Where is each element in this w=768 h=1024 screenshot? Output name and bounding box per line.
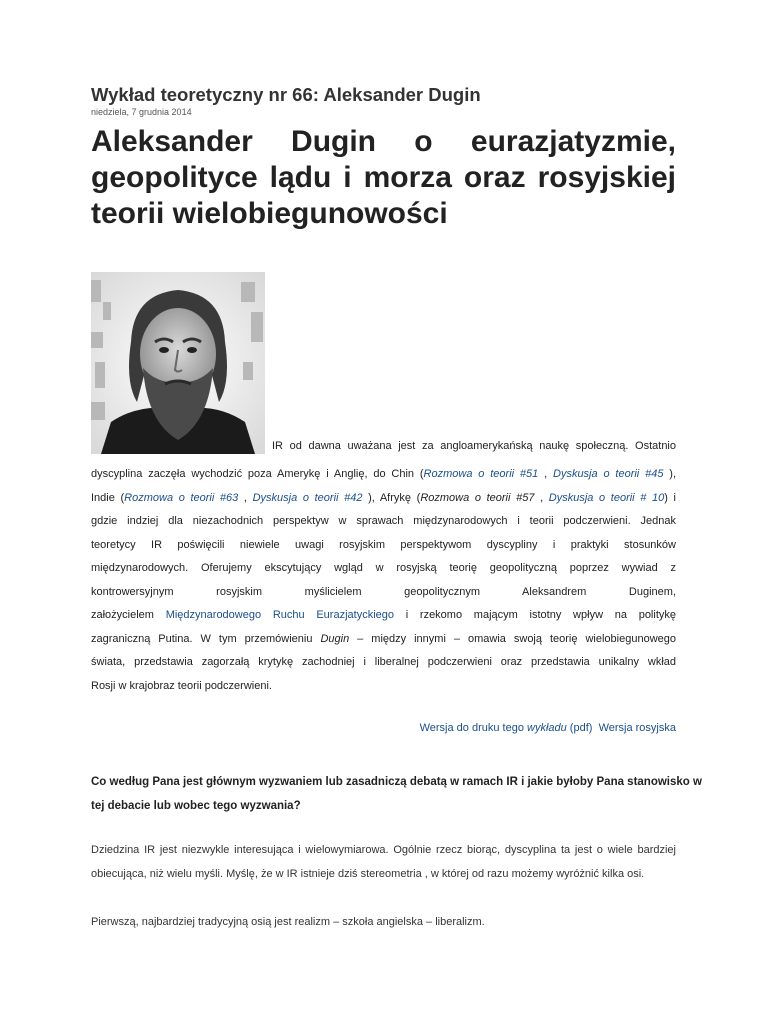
answer-paragraph-1: Dziedzina IR jest niezwykle interesująca i wielowymiarowa. Ogólnie rzecz biorąc, dyscyplina ta jest o wiele bardziej obiecująca, niż wielu myśli. Myślę, że w IR istnieje dziś stereometria , w której od razu możemy wyróżnić kilka osi. <box>91 844 676 880</box>
link-discussion-42[interactable]: Dyskusja o teorii #42 <box>252 492 363 504</box>
headline-line-2: geopolityce lądu i morza oraz rosyjskiej <box>91 161 676 194</box>
article-headline <box>91 124 676 232</box>
print-version-link[interactable]: Wersja do druku tego wykładu (pdf) <box>419 722 593 734</box>
headline-line-1: Aleksander Dugin o eurazjatyzmie, <box>91 125 676 158</box>
post-date: niedziela, 7 grudnia 2014 <box>91 107 192 117</box>
intro-line: IR od dawna uważana jest za angloamerykańską naukę społeczną. Ostatnio <box>272 440 676 452</box>
intro-line: Rosji w krajobraz teorii podczerwieni. <box>91 680 272 692</box>
link-theory-talk-51[interactable]: Rozmowa o teorii #51 <box>423 468 539 480</box>
intro-line: Indie (Rozmowa o teorii #63 , Dyskusja o teorii #42 ), Afrykę (Rozmowa o teorii #57 , Dyskusja o teorii # 10) i <box>91 492 676 504</box>
blog-post-title[interactable]: Wykład teoretyczny nr 66: Aleksander Dugin <box>91 84 481 105</box>
russian-version-link[interactable]: Wersja rosyjska <box>598 722 676 734</box>
intro-line: gdzie indziej dla niezachodnich perspektyw w sprawach międzynarodowych i teorii podczerwieni. Jednak <box>91 515 676 527</box>
portrait-image <box>91 272 265 454</box>
theory-talk-57-text: Rozmowa o teorii #57 <box>420 492 535 504</box>
intro-line: zagraniczną Putina. W tym przemówieniu Dugin – między innymi – omawia swoją teorię wielobiegunowego <box>91 633 676 645</box>
interview-question <box>91 770 702 818</box>
intro-line: założycielem Międzynarodowego Ruchu Eurazjatyckiego i rzekomo mającym istotny wpływ na politykę <box>91 609 676 621</box>
intro-line: teoretycy IR poświęcili niewiele uwagi rosyjskim perspektywom dyscypliny i praktyki stosunków <box>91 539 676 551</box>
author-portrait <box>91 272 265 454</box>
headline-line-3: teorii wielobiegunowości <box>91 197 448 230</box>
resource-links <box>91 722 676 734</box>
intro-line: międzynarodowych. Oferujemy ekscytujący wgląd w rosyjską teorię geopolityczną poprzez wywiad z <box>91 562 676 574</box>
question-line-1: Co według Pana jest głównym wyzwaniem lub zasadniczą debatą w ramach IR i jakie byłoby Pana stanowisko w <box>91 776 702 788</box>
intro-line: świata, przedstawia zagorzałą krytykę zachodniej i liberalnej podczerwieni oraz przedstawia unikalny wkład <box>91 656 676 668</box>
link-theory-talk-63[interactable]: Rozmowa o teorii #63 <box>124 492 239 504</box>
link-discussion-45[interactable]: Dyskusja o teorii #45 <box>553 468 664 480</box>
intro-line: dyscyplina zaczęła wychodzić poza Amerykę i Anglię, do Chin (Rozmowa o teorii #51 , Dyskusja o teorii #45 ), <box>91 468 677 480</box>
answer-paragraph-2: Pierwszą, najbardziej tradycyjną osią jest realizm – szkoła angielska – liberalizm. <box>91 916 485 928</box>
question-line-2: tej debacie lub wobec tego wyzwania? <box>91 800 301 812</box>
intro-line: kontrowersyjnym rosyjskim myślicielem geopolitycznym Aleksandrem Duginem, <box>91 586 676 598</box>
link-discussion-10[interactable]: Dyskusja o teorii # 10 <box>548 492 665 504</box>
link-eurasian-movement[interactable]: Międzynarodowego Ruchu Eurazjatyckiego <box>165 609 394 621</box>
